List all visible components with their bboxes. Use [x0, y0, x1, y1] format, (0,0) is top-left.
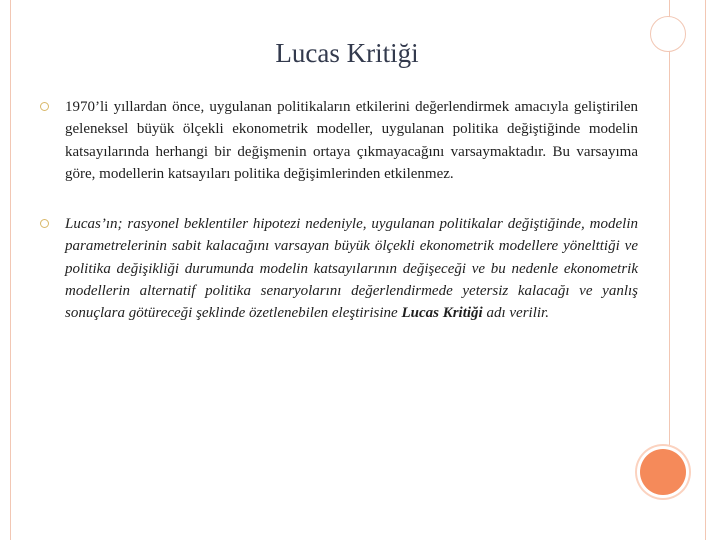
bullet-icon: [40, 219, 49, 228]
decorative-circle-icon: [640, 449, 686, 495]
bullet-icon: [40, 102, 49, 111]
bullet-text-before: Lucas’ın; rasyonel beklentiler hipotezi nedeniyle, uygulanan politikalar değiştiğinde, modelin parametrelerinin sabit kalacağını varsayan büyük ölçekli ekonometrik modellere yönelttiği ve politika değişikliği durumunda modelin katsayılarının değişeceği ve bu nedenle ekonometrik modellerin alternatif politika senaryolarını değerlendirmede yetersiz kalacağı ve yanlış sonuçlara götüreceği şeklinde özetlenebilen eleştirisine: [65, 216, 638, 322]
slide-title: Lucas Kritiği: [275, 38, 419, 68]
bullet-text: [65, 213, 638, 324]
bullet-item: [40, 213, 638, 324]
bullet-item: [40, 96, 638, 185]
slide-body: [40, 96, 638, 325]
lucas-critique-emphasis: Lucas Kritiği: [401, 305, 483, 322]
bullet-text-after: adı verilir.: [482, 305, 549, 322]
bullet-text: 1970’li yıllardan önce, uygulanan politikaların etkilerini değerlendirmek amacıyla geliştirilen geleneksel büyük ölçekli ekonometrik modeller, uygulanan politika değiştiğinde modelin katsayılarında herhangi bir değişmenin ortaya çıkmayacağını varsaymaktadır. Bu varsayıma göre, modellerin katsayıları politika değişimlerinden etkilenmez.: [65, 99, 638, 182]
